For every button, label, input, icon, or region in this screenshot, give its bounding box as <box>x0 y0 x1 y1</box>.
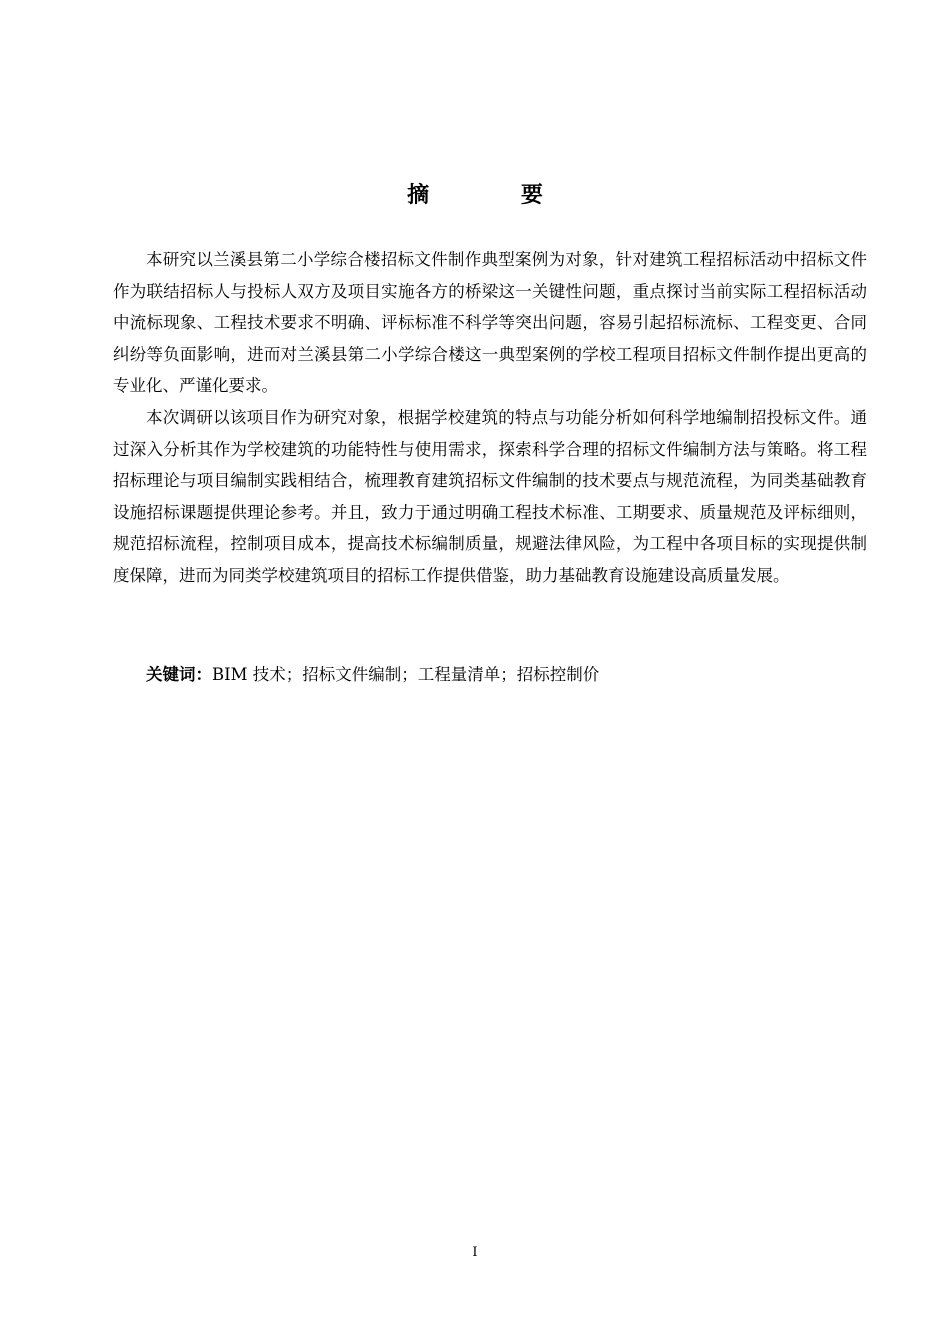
keywords-text: BIM 技术；招标文件编制；工程量清单；招标控制价 <box>212 665 600 684</box>
abstract-body <box>113 244 867 592</box>
abstract-title: 摘 要 <box>407 182 585 208</box>
keywords-line <box>113 659 867 690</box>
abstract-paragraph-2: 本次调研以该项目作为研究对象，根据学校建筑的特点与功能分析如何科学地编制招投标文件。通过深入分析其作为学校建筑的功能特性与使用需求，探索科学合理的招标文件编制方法与策略。将工程招标理论与项目编制实践相结合，梳理教育建筑招标文件编制的技术要点与规范流程，为同类基础教育设施招标课题提供理论参考。并且，致力于通过明确工程技术标准、工期要求、质量规范及评标细则，规范招标流程，控制项目成本，提高技术标编制质量，规避法律风险，为工程中各项目标的实现提供制度保障，进而为同类学校建筑项目的招标工作提供借鉴，助力基础教育设施建设高质量发展。 <box>113 407 867 585</box>
keywords-label: 关键词： <box>146 665 212 684</box>
page-number: I <box>472 1245 478 1260</box>
abstract-paragraph-1: 本研究以兰溪县第二小学综合楼招标文件制作典型案例为对象，针对建筑工程招标活动中招标文件作为联结招标人与投标人双方及项目实施各方的桥梁这一关键性问题，重点探讨当前实际工程招标活动中流标现象、工程技术要求不明确、评标标准不科学等突出问题，容易引起招标流标、工程变更、合同纠纷等负面影响，进而对兰溪县第二小学综合楼这一典型案例的学校工程项目招标文件制作提出更高的专业化、严谨化要求。 <box>113 250 867 396</box>
